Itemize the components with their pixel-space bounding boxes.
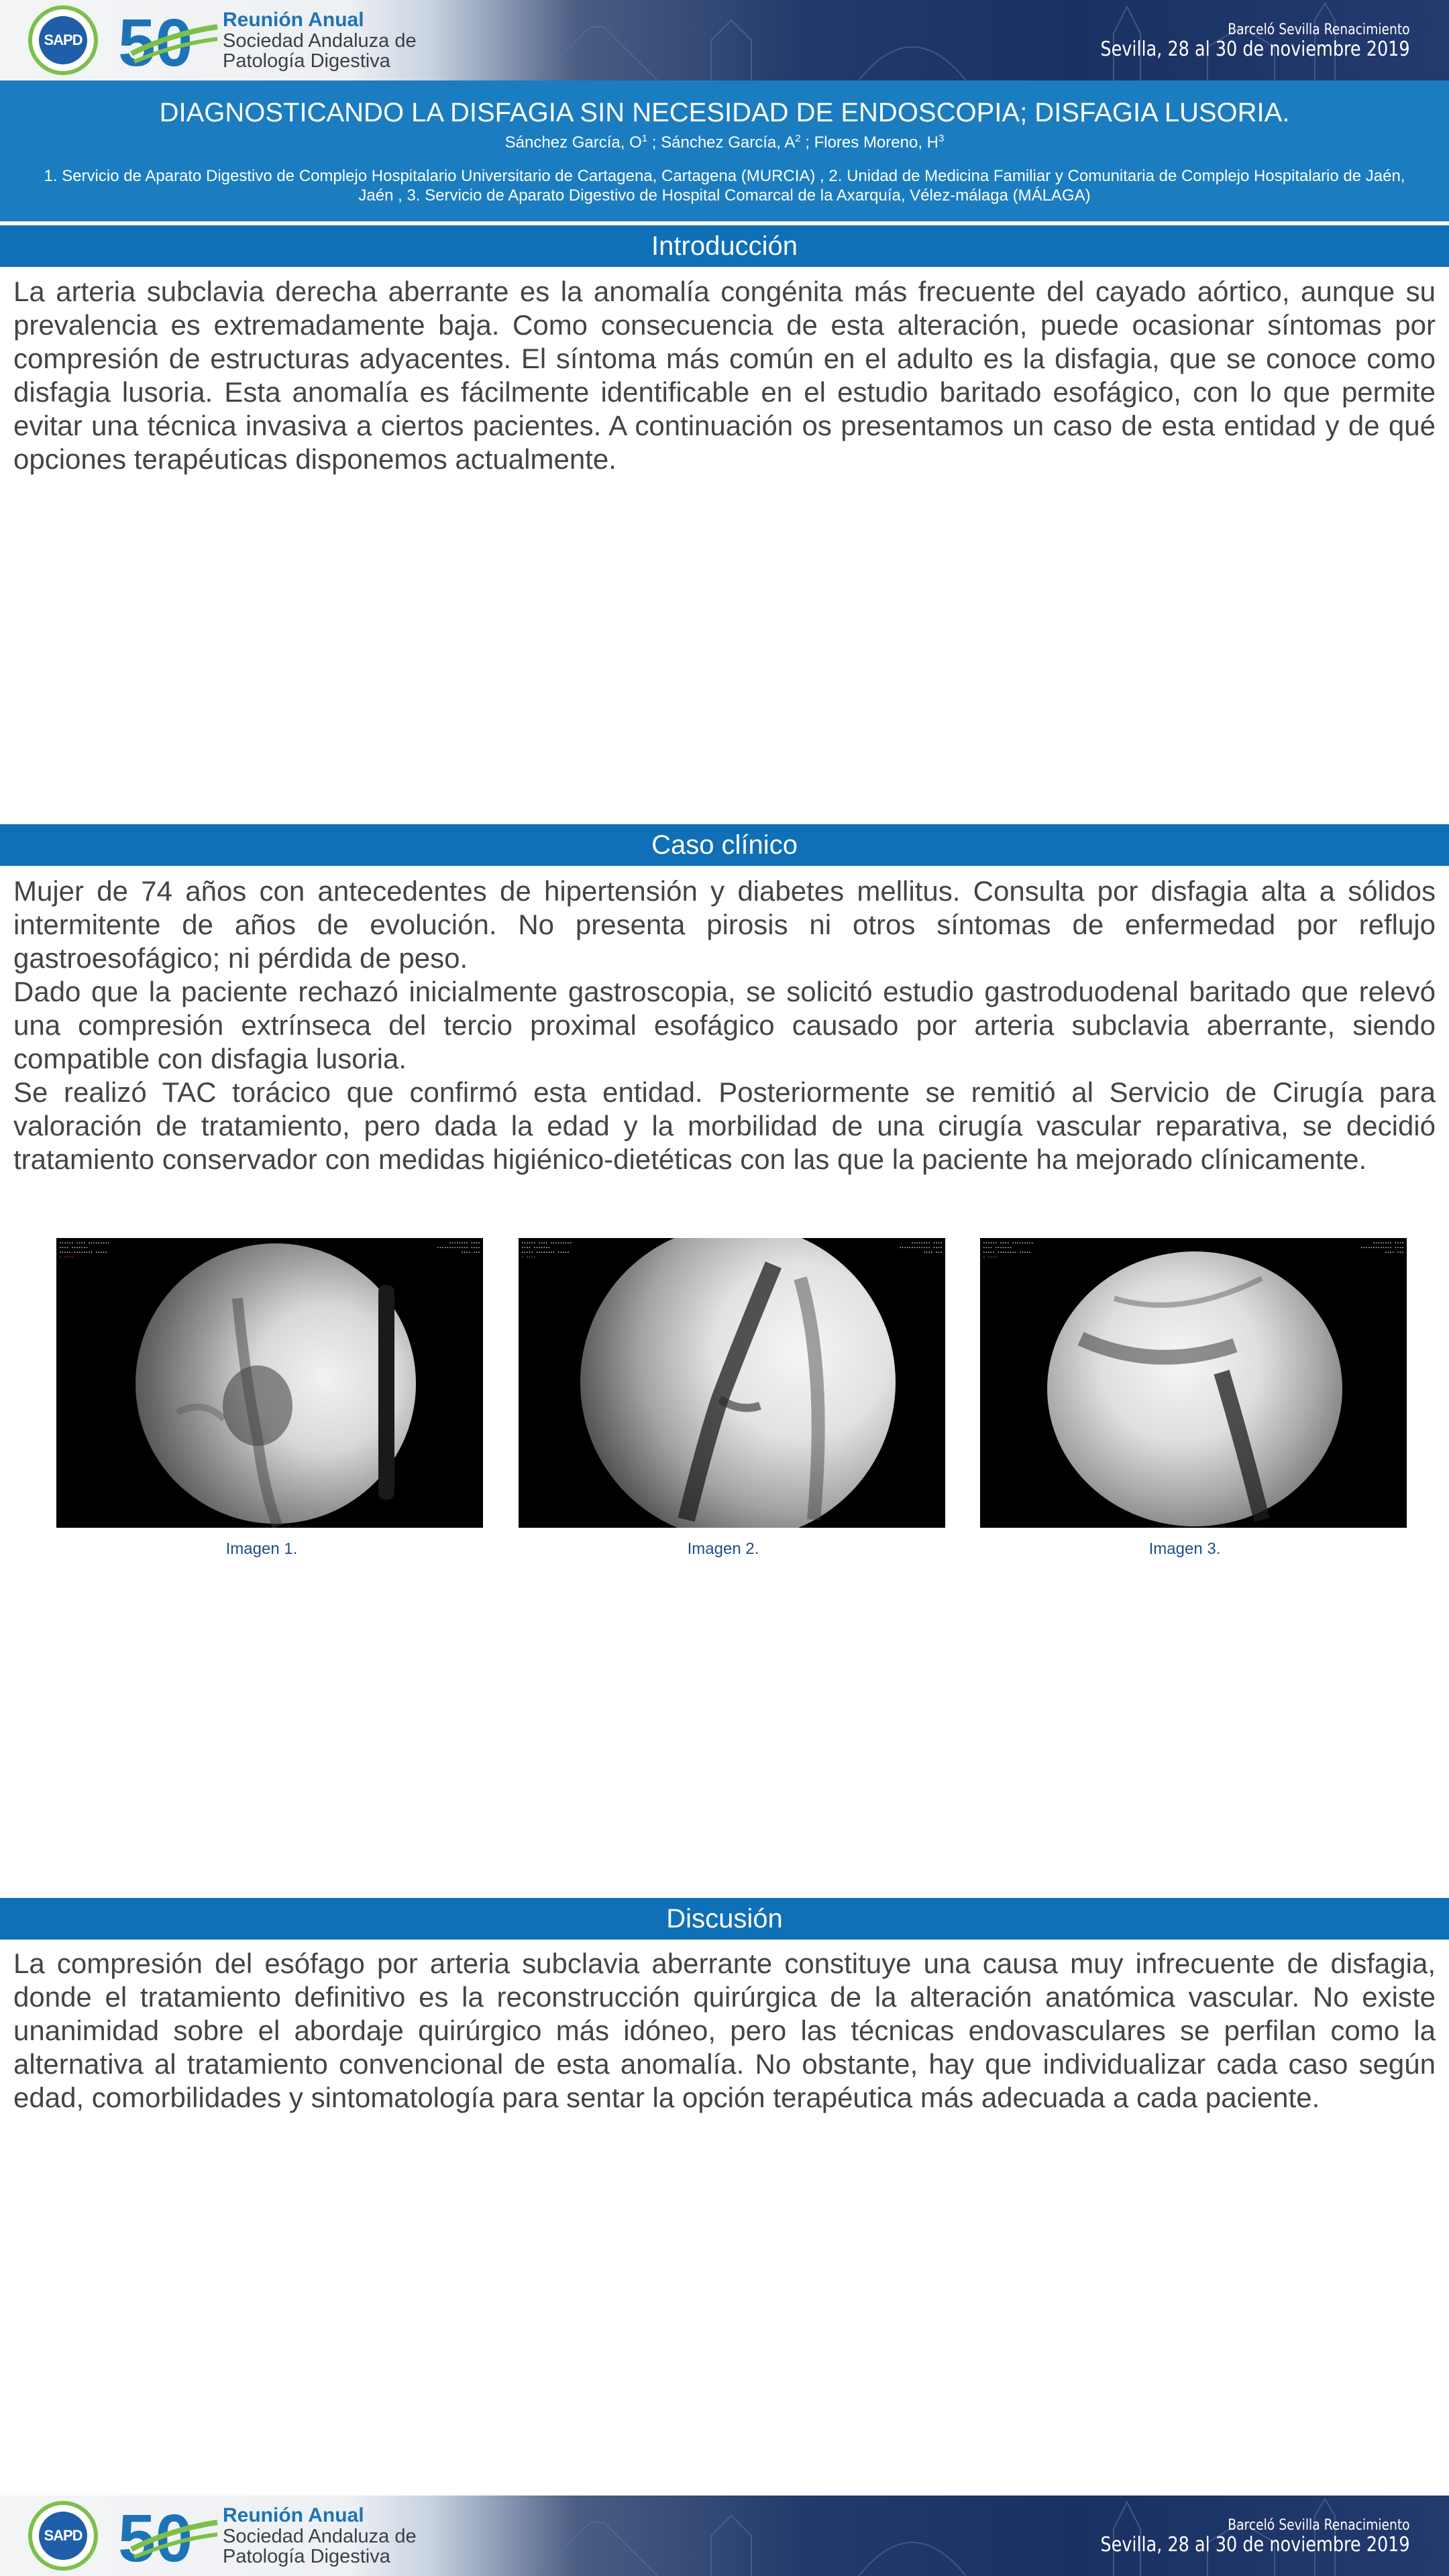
section-heading-discusion: Discusión	[0, 1898, 1449, 1940]
poster-title: DIAGNOSTICANDO LA DISFAGIA SIN NECESIDAD DE ENDOSCOPIA; DISFAGIA LUSORIA.	[159, 98, 1290, 127]
event-name	[223, 9, 417, 71]
event-line-2: Sociedad Andaluza de	[223, 30, 417, 52]
dicom-overlay-text: ▪▪▪▪▪▪▪▪ ▪▪▪▪ ▪▪▪▪▪▪▪▪▪▪▪▪▪ ▪▪▪▪ ▪▪▪▪ ▪▪▪	[437, 1241, 480, 1255]
author-affiliation-number: 2	[795, 133, 801, 144]
figure-imagen-2	[519, 1238, 945, 1528]
author-name: Sánchez García, O	[504, 133, 642, 152]
event-dates: Sevilla, 28 al 30 de noviembre 2019	[1100, 2533, 1410, 2557]
sapd-logo-text: SAPD	[39, 16, 87, 64]
figure-caption-1: Imagen 1.	[225, 1540, 298, 1558]
paragraph: La arteria subclavia derecha aberrante es la anomalía congénita más frecuente del cayado aórtico, aunque su prevalencia es extremadamente baja. Como consecuencia de esta alteración, puede ocasionar síntomas por compresión de estructuras adyacentes. El síntoma más común en el adulto es la disfagia, que se conoce como disfagia lusoria. Esta anomalía es fácilmente identificable en el estudio baritado esofágico, con lo que permite evitar una técnica invasiva a ciertos pacientes. A continuación os presentamos un caso de esta entidad y de qué opciones terapéuticas disponemos actualmente.	[13, 276, 1436, 475]
sapd-logo-text: SAPD	[39, 2512, 87, 2560]
event-venue	[1046, 21, 1410, 62]
header-banner	[0, 0, 1449, 80]
poster-title-block	[0, 80, 1449, 221]
figure-caption-3: Imagen 3.	[1148, 1540, 1221, 1558]
dicom-overlay-text: ▪▪▪▪▪▪ ▪▪▪▪ ▪▪▪▪▪▪▪▪▪ ▪▪▪▪ ▪▪▪▪▪▪▪ ▪▪▪▪▪ ▪▪▪▪▪▪▪▪ ▪▪▪▪▪ ▪ ▪▪▪▪	[983, 1241, 1034, 1259]
author-name: Flores Moreno, H	[814, 133, 938, 152]
event-line-3: Patología Digestiva	[223, 2545, 390, 2567]
poster-affiliations: 1. Servicio de Aparato Digestivo de Complejo Hospitalario Universitario de Cartagena, Cartagena (MURCIA) , 2. Unidad de Medicina Familiar y Comunitaria de Complejo Hospitalario de Jaén, Jaén , 3. Servicio de Aparato Digestivo de Hospital Comarcal de la Axarquía, Vélez-málaga (MÁLAGA)	[44, 167, 1405, 205]
anatomy-overlay	[519, 1238, 945, 1528]
dicom-overlay-text: ▪▪▪▪▪▪▪▪ ▪▪▪▪ ▪▪▪▪▪▪▪▪▪▪▪▪▪ ▪▪▪▪ ▪▪▪▪ ▪▪▪	[899, 1241, 943, 1255]
dicom-overlay-text: ▪▪▪▪▪▪▪▪ ▪▪▪▪ ▪▪▪▪▪▪▪▪▪▪▪▪▪ ▪▪▪▪ ▪▪▪▪ ▪▪▪	[1360, 1241, 1404, 1255]
event-name	[223, 2505, 417, 2567]
figure-imagen-3	[980, 1238, 1407, 1528]
event-line-3: Patología Digestiva	[223, 50, 390, 72]
poster-authors	[0, 133, 1449, 152]
paragraph: La compresión del esófago por arteria subclavia aberrante constituye una causa muy infrecuente de disfagia, donde el tratamiento definitivo es la reconstrucción quirúrgica de la alteración anatómica vascular. No existe unanimidad sobre el abordaje quirúrgico más idóneo, pero las técnicas endovasculares se perfilan como la alternativa al tratamiento convencional de esta anomalía. No obstante, hay que individualizar cada caso según edad, comorbilidades y sintomatología para sentar la opción terapéutica más adecuada a cada paciente.	[13, 1948, 1436, 2113]
author-separator: ;	[647, 133, 661, 152]
anniversary-number: 50	[118, 2502, 193, 2569]
event-line-2: Sociedad Andaluza de	[223, 2525, 417, 2547]
event-venue	[1046, 2517, 1410, 2557]
venue-name: Barceló Sevilla Renacimiento	[1228, 2517, 1410, 2534]
section-heading-caso-clinico: Caso clínico	[0, 824, 1449, 866]
sapd-logo	[28, 2501, 98, 2571]
anniversary-number: 50	[118, 7, 193, 74]
paragraph: Se realizó TAC torácico que confirmó esta entidad. Posteriormente se remitió al Servicio de Cirugía para valoración de tratamiento, pero dada la edad y la morbilidad de una cirugía vascular reparativa, se decidió tratamiento conservador con medidas higiénico-dietéticas con las que la paciente ha mejorado clínicamente.	[13, 1076, 1436, 1175]
figure-imagen-1	[56, 1238, 483, 1528]
event-dates: Sevilla, 28 al 30 de noviembre 2019	[1100, 38, 1410, 62]
event-line-1: Reunión Anual	[223, 9, 364, 31]
anatomy-overlay	[56, 1238, 483, 1528]
dicom-overlay-text: ▪▪▪▪▪▪ ▪▪▪▪ ▪▪▪▪▪▪▪▪▪ ▪▪▪▪ ▪▪▪▪▪▪▪ ▪▪▪▪▪ ▪▪▪▪▪▪▪▪ ▪▪▪▪▪ ▪ ▪▪▪▪	[59, 1241, 110, 1259]
discusion-text	[13, 1947, 1436, 2115]
section-heading-introduccion: Introducción	[0, 225, 1449, 267]
fifty-anniversary-logo	[118, 7, 219, 74]
introduccion-text	[13, 275, 1436, 476]
dicom-overlay-text: ▪▪▪▪▪▪ ▪▪▪▪ ▪▪▪▪▪▪▪▪▪ ▪▪▪▪ ▪▪▪▪▪▪▪ ▪▪▪▪▪ ▪▪▪▪▪▪▪▪ ▪▪▪▪▪ ▪ ▪▪▪▪	[521, 1241, 572, 1259]
footer-banner	[0, 2496, 1449, 2576]
event-line-1: Reunión Anual	[223, 2504, 364, 2526]
author-affiliation-number: 1	[641, 133, 648, 144]
anatomy-overlay	[980, 1238, 1407, 1528]
author-name: Sánchez García, A	[661, 133, 796, 152]
figure-caption-2: Imagen 2.	[687, 1540, 759, 1558]
fifty-anniversary-logo	[118, 2502, 219, 2569]
paragraph: Dado que la paciente rechazó inicialmente gastroscopia, se solicitó estudio gastroduodenal baritado que relevó una compresión extrínseca del tercio proximal esofágico causado por arteria subclavia aberrante, siendo compatible con disfagia lusoria.	[13, 976, 1436, 1074]
author-separator: ;	[800, 133, 814, 152]
caso-clinico-text	[13, 875, 1436, 1176]
venue-name: Barceló Sevilla Renacimiento	[1228, 21, 1410, 38]
paragraph: Mujer de 74 años con antecedentes de hipertensión y diabetes mellitus. Consulta por disfagia alta a sólidos intermitente de años de evolución. No presenta pirosis ni otros síntomas de enfermedad por reflujo gastroesofágico; ni pérdida de peso.	[13, 875, 1436, 974]
author-affiliation-number: 3	[938, 133, 945, 144]
sapd-logo	[28, 5, 98, 75]
